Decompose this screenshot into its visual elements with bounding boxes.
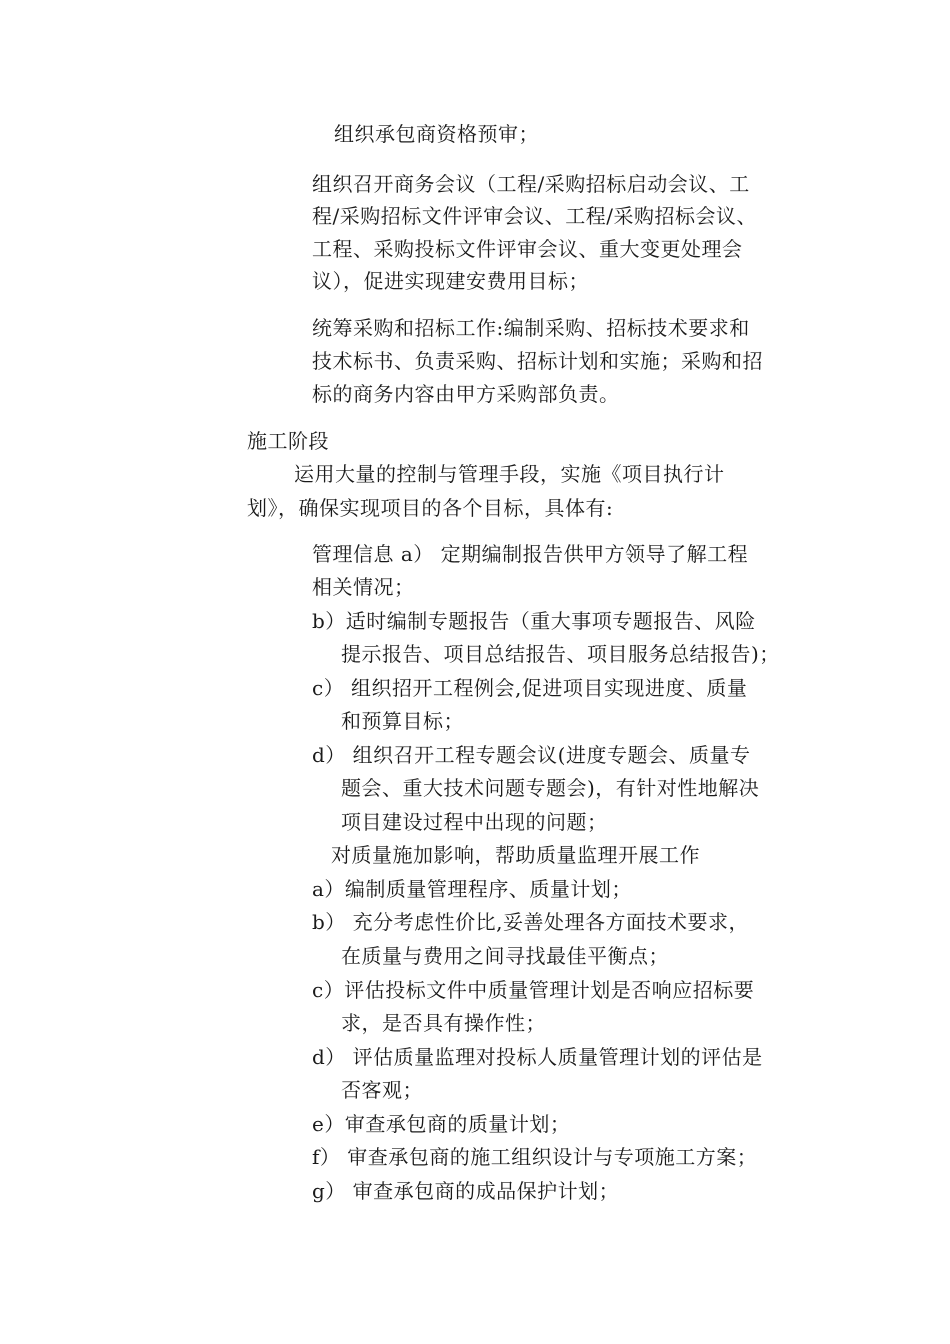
text-line: 技术标书、负责采购、招标计划和实施；采购和招 bbox=[312, 349, 763, 373]
text-line: b） 充分考虑性价比,妥善处理各方面技术要求， bbox=[312, 910, 750, 934]
text-line: b）适时编制专题报告（重大事项专题报告、风险 bbox=[312, 609, 756, 633]
text-line: g） 审查承包商的成品保护计划； bbox=[312, 1179, 620, 1203]
text-line: 和预算目标； bbox=[341, 709, 464, 733]
text-line: 项目建设过程中出现的问题； bbox=[341, 810, 608, 834]
text-line: 在质量与费用之间寻找最佳平衡点； bbox=[341, 944, 669, 968]
text-line: 划》，确保实现项目的各个目标，具体有: bbox=[247, 496, 614, 520]
text-line: f） 审查承包商的施工组织设计与专项施工方案； bbox=[312, 1145, 758, 1169]
text-line: 统筹采购和招标工作:编制采购、招标技术要求和 bbox=[312, 316, 750, 340]
text-line: 组织召开商务会议（工程/采购招标启动会议、工 bbox=[312, 172, 750, 196]
text-line: 运用大量的控制与管理手段，实施《项目执行计 bbox=[294, 462, 725, 486]
text-line: 求，是否具有操作性； bbox=[341, 1011, 546, 1035]
text-line: d） 组织召开工程专题会议(进度专题会、质量专 bbox=[312, 743, 751, 767]
text-line: 题会、重大技术问题专题会)，有针对性地解决 bbox=[341, 776, 760, 800]
text-line: 程/采购招标文件评审会议、工程/采购招标会议、 bbox=[312, 204, 757, 228]
text-line: 标的商务内容由甲方采购部负责。 bbox=[312, 382, 620, 406]
text-line: d） 评估质量监理对投标人质量管理计划的评估是 bbox=[312, 1045, 763, 1069]
text-line: a）编制质量管理程序、质量计划； bbox=[312, 877, 632, 901]
section-heading: 施工阶段 bbox=[247, 429, 329, 453]
text-line: 相关情况； bbox=[312, 575, 415, 599]
text-line: 否客观； bbox=[341, 1078, 423, 1102]
text-line: 组织承包商资格预审； bbox=[334, 122, 539, 146]
text-line: 对质量施加影响，帮助质量监理开展工作 bbox=[331, 843, 700, 867]
text-line: c） 组织招开工程例会,促进项目实现进度、质量 bbox=[312, 676, 748, 700]
text-line: 议），促进实现建安费用目标； bbox=[312, 269, 589, 293]
text-line: c）评估投标文件中质量管理计划是否响应招标要 bbox=[312, 978, 755, 1002]
text-line: 管理信息 a） 定期编制报告供甲方领导了解工程 bbox=[312, 542, 749, 566]
text-line: e）审查承包商的质量计划； bbox=[312, 1112, 571, 1136]
text-line: 工程、采购投标文件评审会议、重大变更处理会 bbox=[312, 237, 743, 261]
text-line: 提示报告、项目总结报告、项目服务总结报告)； bbox=[341, 642, 780, 666]
